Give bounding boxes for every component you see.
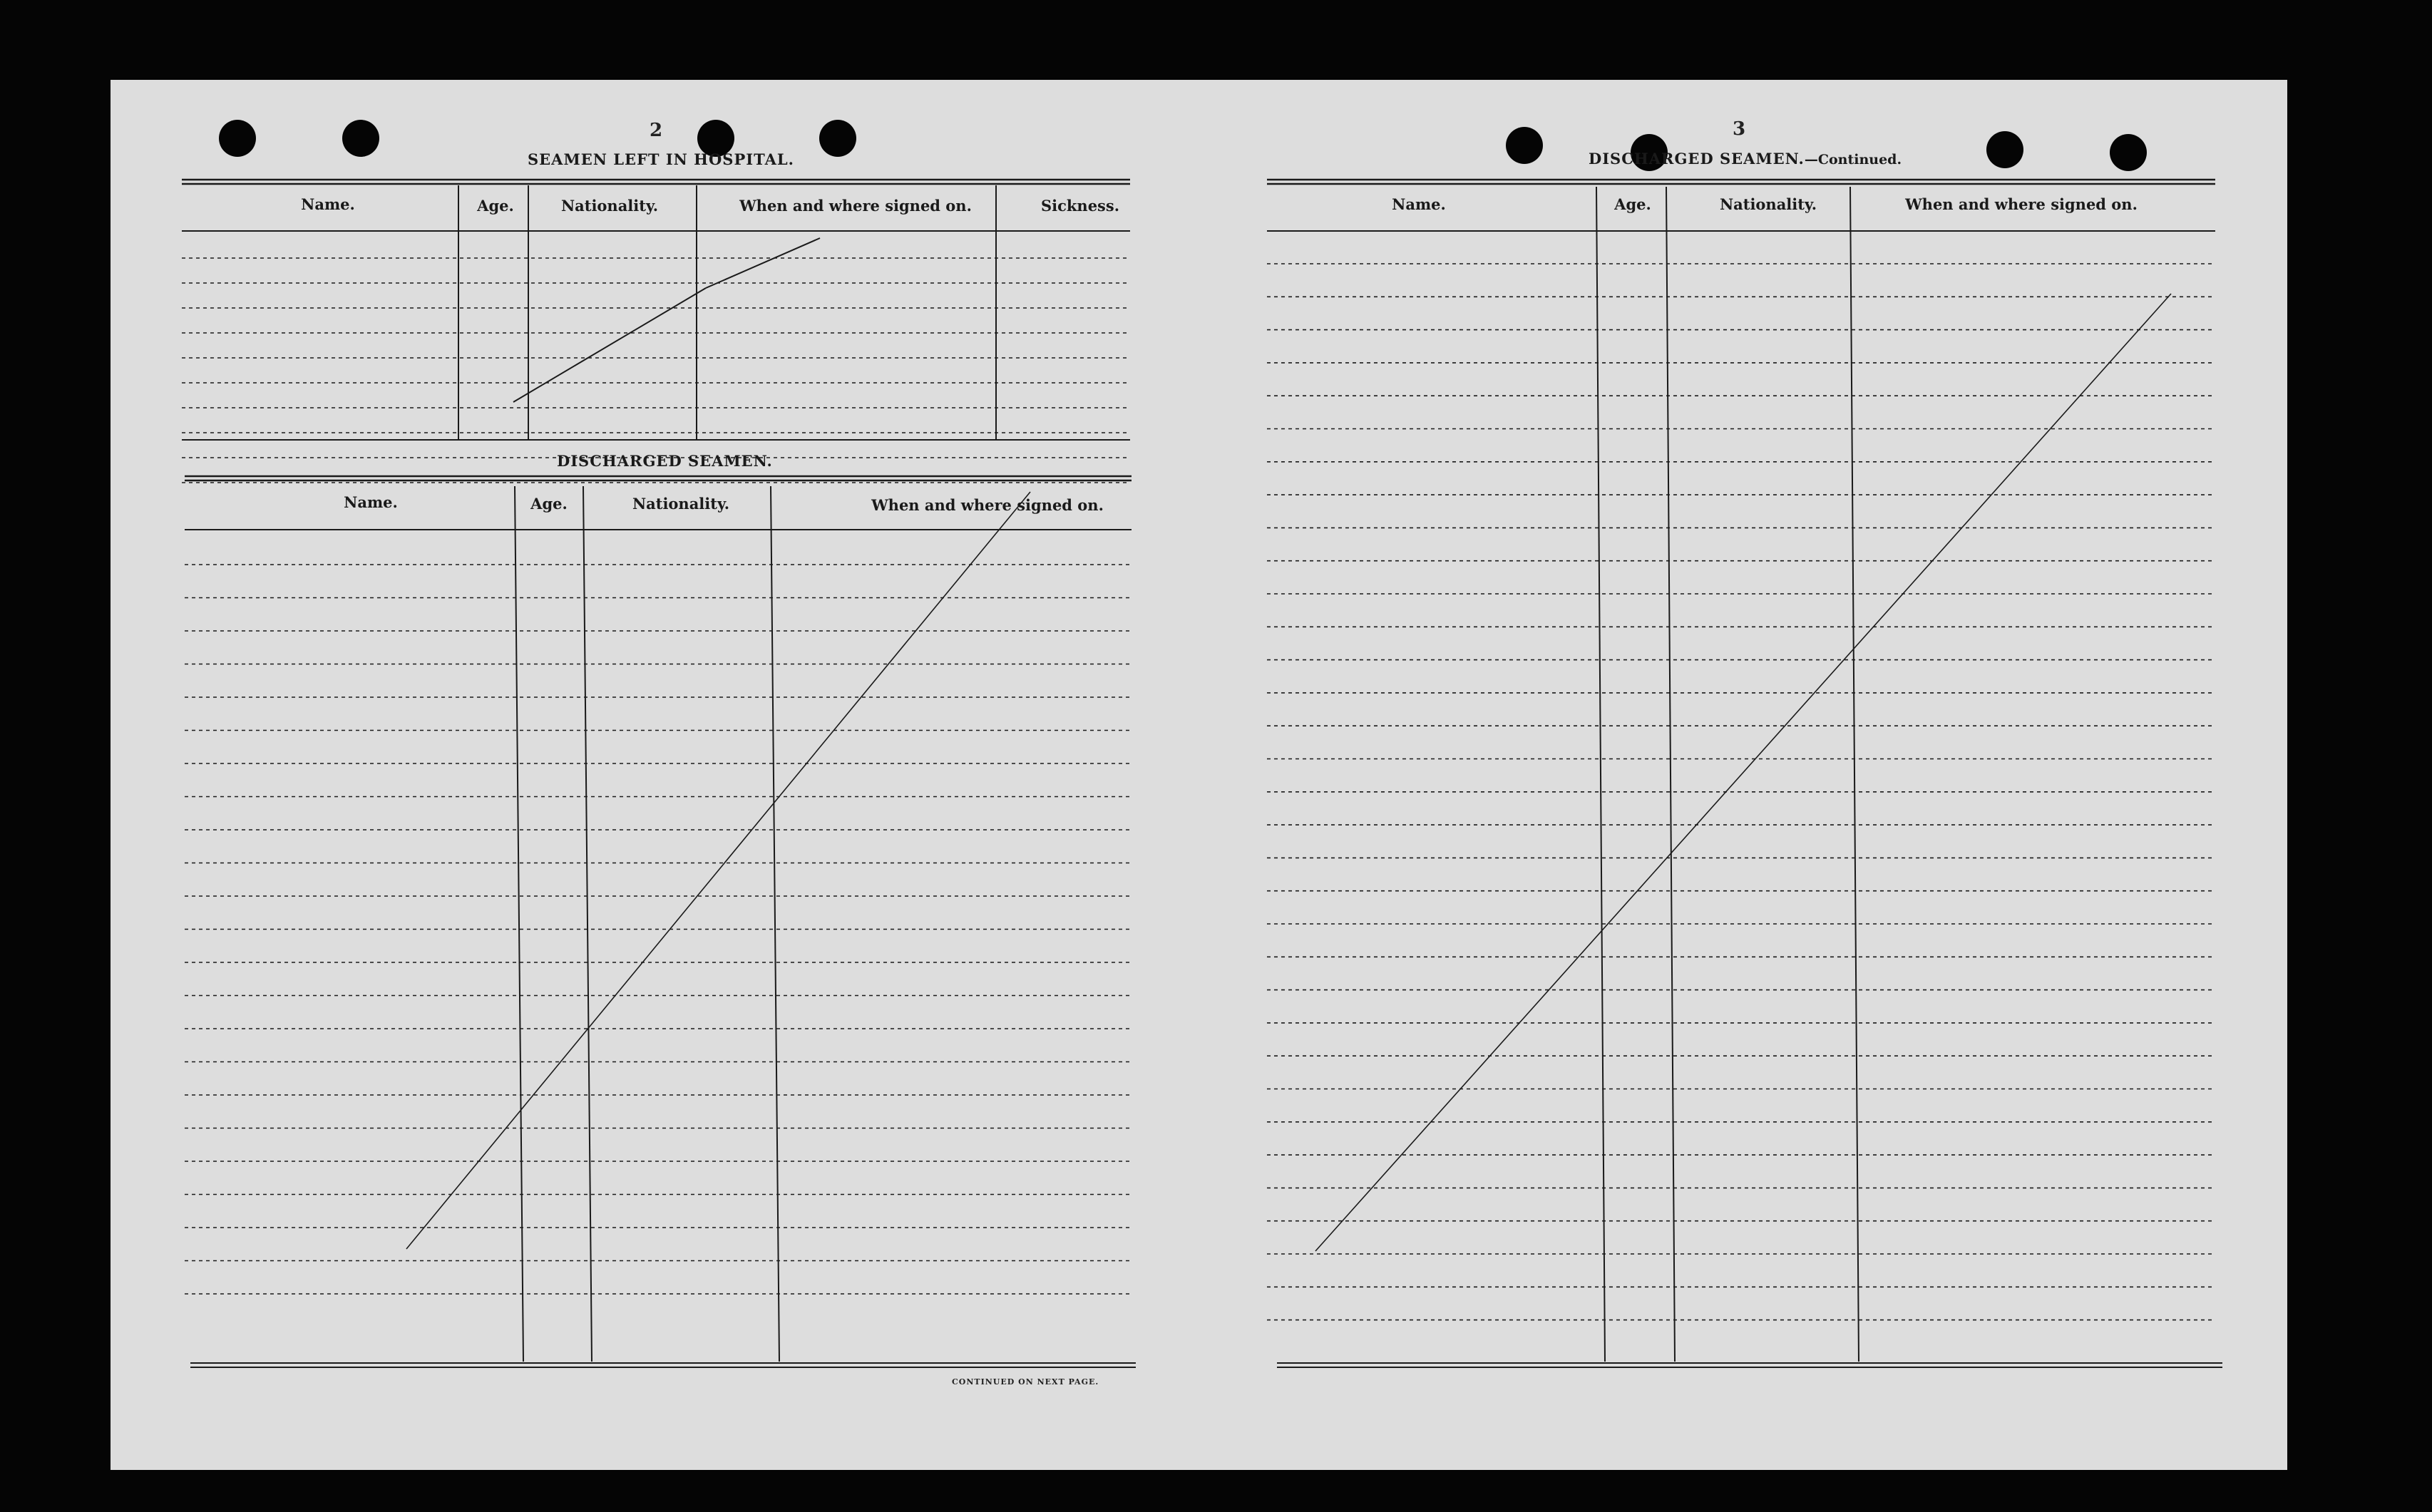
hospital-col-name: Name. <box>301 195 355 213</box>
hospital-col-age: Age. <box>477 197 514 215</box>
ledger-sheet <box>111 80 2287 1470</box>
hospital-col-sickness: Sickness. <box>1040 197 1120 215</box>
discharged-col-signed-on: When and where signed on. <box>871 496 1104 514</box>
right-page-title-suffix: —Continued. <box>1804 152 1902 168</box>
hospital-section-title: SEAMEN LEFT IN HOSPITAL. <box>528 150 794 168</box>
right-col-signed-on: When and where signed on. <box>1905 195 2138 213</box>
page-number-left: 2 <box>650 120 663 141</box>
discharged-col-name: Name. <box>344 493 398 511</box>
continued-note: CONTINUED ON NEXT PAGE. <box>952 1377 1099 1387</box>
discharged-col-nationality: Nationality. <box>632 495 730 513</box>
cancel-stroke <box>406 492 1030 1249</box>
discharged-col-age: Age. <box>530 495 568 513</box>
cancel-stroke <box>706 238 820 288</box>
discharged-column-divider <box>515 486 523 1362</box>
ledger-ruling <box>111 80 2287 1470</box>
hospital-col-signed-on: When and where signed on. <box>739 197 972 215</box>
right-page-title-main: DISCHARGED SEAMEN. <box>1589 150 1805 168</box>
cancel-stroke <box>1315 294 2171 1251</box>
right-col-nationality: Nationality. <box>1719 195 1817 213</box>
cancel-stroke <box>513 288 706 402</box>
discharged-section-title: DISCHARGED SEAMEN. <box>557 452 773 470</box>
discharged-column-divider <box>771 486 779 1362</box>
right-col-name: Name. <box>1392 195 1446 213</box>
page-number-right: 3 <box>1733 118 1746 140</box>
hospital-col-nationality: Nationality. <box>560 197 659 215</box>
right-col-age: Age. <box>1614 195 1651 213</box>
discharged-column-divider <box>583 486 592 1362</box>
